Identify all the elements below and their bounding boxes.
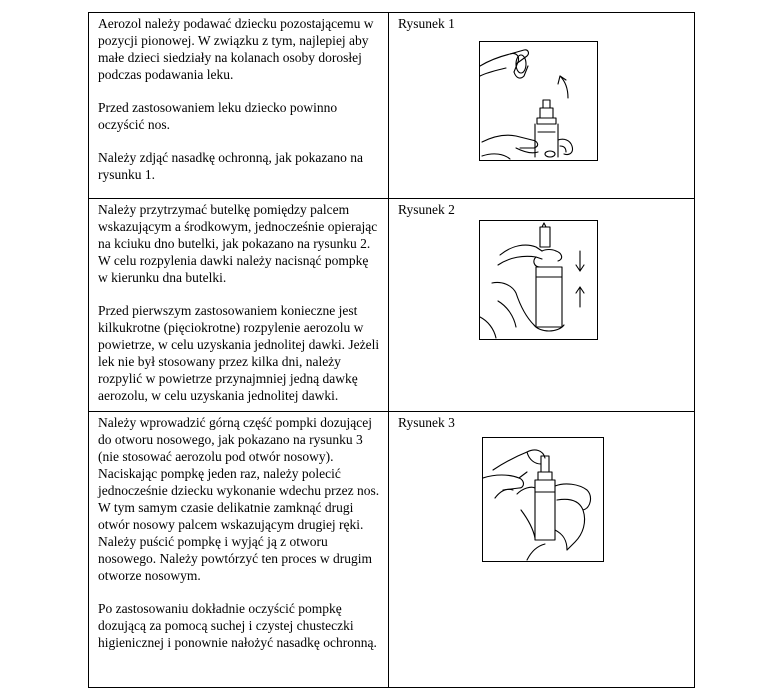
nasal-application-illustration-icon — [482, 437, 604, 562]
remove-cap-illustration-icon — [479, 41, 598, 161]
instruction-paragraph: Należy przytrzymać butelkę pomiędzy palcem wskazującym a środkowym, jednocześnie opierając na kciuku dno butelki, jak pokazano na rysunku 2. W celu rozpylenia dawki należy nacisnąć pompkę w kierunku dna butelki. — [98, 202, 378, 285]
figure-label: Rysunek 3 — [398, 415, 455, 430]
instructions-table — [88, 12, 695, 688]
figure-cell — [389, 13, 695, 199]
instruction-paragraph: Przed pierwszym zastosowaniem konieczne jest kilkukrotne (pięciokrotne) rozpylenie aerozolu w powietrze, w celu uzyskania jednolitej dawki. Jeżeli lek nie był stosowany przez kilka dni, należy rozpylić w powietrze przynajmniej jedną dawkę aerozolu, w celu uzyskania jednolitej dawki. — [98, 303, 380, 403]
figure-label: Rysunek 2 — [398, 202, 455, 217]
instruction-paragraph: Należy zdjąć nasadkę ochronną, jak pokazano na rysunku 1. — [98, 150, 363, 182]
instruction-text-cell — [89, 13, 389, 199]
figure-cell — [389, 199, 695, 412]
instruction-paragraph: Aerozol należy podawać dziecku pozostającemu w pozycji pionowej. W związku z tym, najlepiej aby małe dzieci siedziały na kolanach osoby dorosłej podczas podawania leku. — [98, 16, 374, 82]
hold-and-pump-illustration-icon — [479, 220, 598, 340]
instruction-paragraph: Po zastosowaniu dokładnie oczyścić pompkę dozującą za pomocą suchej i czystej chusteczki higienicznej i ponownie nałożyć nasadkę ochronną. — [98, 601, 377, 650]
figure-cell — [389, 412, 695, 688]
figure-label: Rysunek 1 — [398, 16, 455, 31]
instruction-text-cell — [89, 199, 389, 412]
instruction-row-3 — [89, 412, 695, 688]
instruction-text-cell — [89, 412, 389, 688]
instruction-paragraph: Przed zastosowaniem leku dziecko powinno oczyścić nos. — [98, 100, 338, 132]
instruction-row-2 — [89, 199, 695, 412]
instruction-row-1 — [89, 13, 695, 199]
instruction-paragraph: Należy wprowadzić górną część pompki dozującej do otworu nosowego, jak pokazano na rysunku 3 (nie stosować aerozolu pod otwór nosowy). Naciskając pompkę jeden raz, należy polecić jednocześnie dziecku wykonanie wdechu przez nos. W tym samym czasie delikatnie zamknąć drugi otwór nosowy palcem wskazującym drugiej ręki. Należy puścić pompkę i wyjąć ją z otworu nosowego. Należy powtórzyć ten proces w drugim otworze nosowym. — [98, 415, 380, 583]
